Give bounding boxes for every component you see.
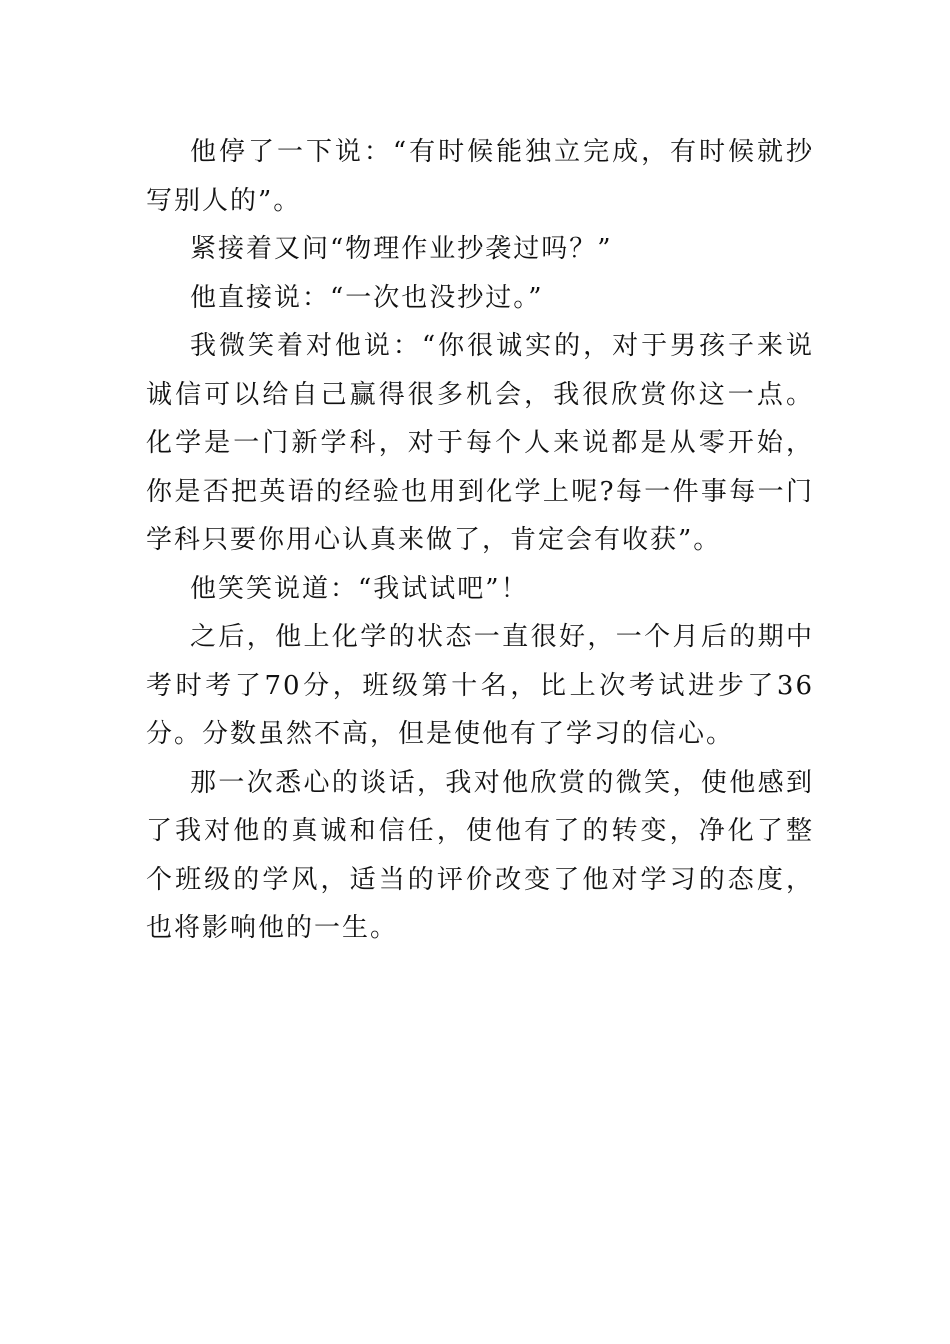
- paragraph-7: 那一次悉心的谈话，我对他欣赏的微笑，使他感到了我对他的真诚和信任，使他有了的转变，净化了整个班级的学风，适当的评价改变了他对学习的态度，也将影响他的一生。: [146, 767, 814, 943]
- paragraph-6: 之后，他上化学的状态一直很好，一个月后的期中考时考了70分，班级第十名，比上次考试进步了36分。分数虽然不高，但是使他有了学习的信心。: [146, 622, 814, 749]
- paragraph-3: 他直接说：“一次也没抄过。”: [190, 282, 544, 313]
- paragraph-5: 他笑笑说道：“我试试吧”！: [190, 573, 529, 604]
- paragraph-4: 我微笑着对他说：“你很诚实的，对于男孩子来说诚信可以给自己赢得很多机会，我很欣赏你这一点。化学是一门新学科，对于每个人来说都是从零开始，你是否把英语的经验也用到化学上呢?每一件事每一门学科只要你用心认真来做了，肯定会有收获”。: [146, 331, 814, 555]
- document-body: [146, 128, 814, 953]
- paragraph-1: 他停了一下说：“有时候能独立完成，有时候就抄写别人的”。: [146, 137, 814, 216]
- paragraph-2: 紧接着又问“物理作业抄袭过吗？”: [190, 234, 613, 264]
